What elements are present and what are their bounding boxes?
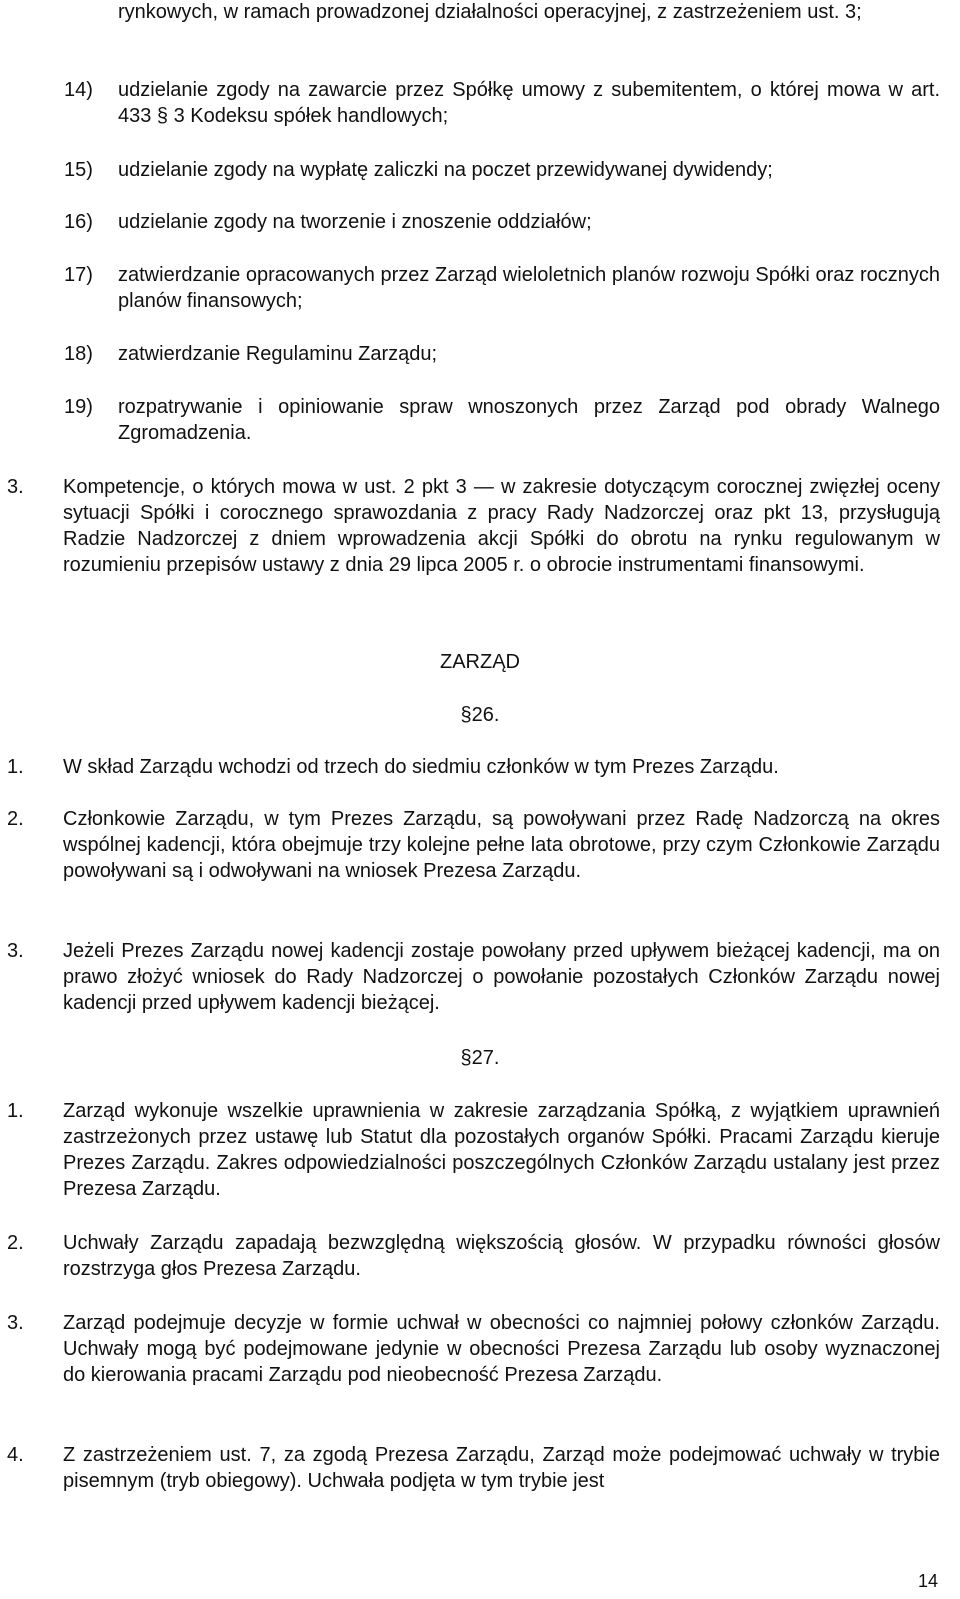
list-item-number: 19) <box>64 396 93 418</box>
page-number: 14 <box>917 1571 938 1591</box>
point-text: Kompetencje, o których mowa w ust. 2 pkt 3 — w zakresie dotyczącym corocznej zwięzłej oceny sytuacji Spółki i corocznego sprawozdania z pracy Rady Nadzorczej oraz pkt 13, przysługują Radzie Nadzorczej z dniem wprowadzenia akcji Spółki do obrotu na rynku regulowanym w rozumieniu przepisów ustawy z dnia 29 lipca 2005 r. o obrocie instrumentami finansowymi. <box>63 476 940 576</box>
paragraph-point <box>7 1310 940 1388</box>
point-text: Członkowie Zarządu, w tym Prezes Zarządu, są powoływani przez Radę Nadzorczą na okres wspólnej kadencji, która obejmuje trzy kolejne pełne lata obrotowe, przy czym Członkowie Zarządu powoływani są i odwoływani na wniosek Prezesa Zarządu. <box>63 808 940 882</box>
list-item-text: zatwierdzanie opracowanych przez Zarząd wieloletnich planów rozwoju Spółki oraz rocznych planów finansowych; <box>118 264 940 312</box>
list-item-text: udzielanie zgody na wypłatę zaliczki na poczet przewidywanej dywidendy; <box>118 159 773 181</box>
list-item-text: udzielanie zgody na zawarcie przez Spółkę umowy z subemitentem, o której mowa w art. 433 § 3 Kodeksu spółek handlowych; <box>118 79 940 127</box>
list-item-number: 14) <box>64 79 93 101</box>
list-item-text: zatwierdzanie Regulaminu Zarządu; <box>118 343 438 365</box>
list-item <box>64 77 940 129</box>
point-number: 3. <box>7 476 24 498</box>
point-text: Zarząd podejmuje decyzje w formie uchwał w obecności co najmniej połowy członków Zarządu. Uchwały mogą być podejmowane jedynie w obecności Prezesa Zarządu lub osoby wyznaczonej do kierowania pracami Zarządu pod nieobecność Prezesa Zarządu. <box>63 1312 940 1386</box>
point-number: 2. <box>7 1232 24 1254</box>
list-item <box>64 394 940 446</box>
section-title: ZARZĄD <box>440 651 520 673</box>
list-item <box>64 262 940 314</box>
point-text: Jeżeli Prezes Zarządu nowej kadencji zostaje powołany przed upływem bieżącej kadencji, ma on prawo złożyć wniosek do Rady Nadzorczej o powołanie pozostałych Członków Zarządu nowej kadencji przed upływem kadencji bieżącej. <box>63 940 940 1014</box>
paragraph-heading: §26. <box>460 704 500 726</box>
list-item-number: 15) <box>64 159 93 181</box>
list-item-number: 16) <box>64 211 93 233</box>
point-text: Z zastrzeżeniem ust. 7, za zgodą Prezesa Zarządu, Zarząd może podejmować uchwały w trybie pisemnym (tryb obiegowy). Uchwała podjęta w tym trybie jest <box>63 1444 940 1492</box>
paragraph-point <box>7 1098 940 1202</box>
paragraph-heading: §27. <box>460 1047 500 1069</box>
list-item-text: rozpatrywanie i opiniowanie spraw wnoszonych przez Zarząd pod obrady Walnego Zgromadzenia. <box>118 396 940 444</box>
point-text: Zarząd wykonuje wszelkie uprawnienia w zakresie zarządzania Spółką, z wyjątkiem uprawnień zastrzeżonych przez ustawę lub Statut dla pozostałych organów Spółki. Pracami Zarządu kieruje Prezes Zarządu. Zakres odpowiedzialności poszczególnych Członków Zarządu ustalany jest przez Prezesa Zarządu. <box>63 1100 940 1200</box>
point-number: 4. <box>7 1444 24 1466</box>
point-text: Uchwały Zarządu zapadają bezwzględną większością głosów. W przypadku równości głosów rozstrzyga głos Prezesa Zarządu. <box>63 1232 940 1280</box>
point-number: 2. <box>7 808 24 830</box>
paragraph-point <box>7 1230 940 1282</box>
paragraph-point <box>7 1442 940 1494</box>
continuation-text: rynkowych, w ramach prowadzonej działalności operacyjnej, z zastrzeżeniem ust. 3; <box>118 1 862 23</box>
point-text: W skład Zarządu wchodzi od trzech do siedmiu członków w tym Prezes Zarządu. <box>63 756 779 778</box>
paragraph-point <box>7 474 940 578</box>
point-number: 1. <box>7 756 24 778</box>
list-item <box>64 157 940 183</box>
point-number: 3. <box>7 1312 24 1334</box>
list-item-number: 17) <box>64 264 93 286</box>
paragraph-point <box>7 754 940 780</box>
paragraph-point <box>7 938 940 1016</box>
list-item <box>64 209 940 235</box>
point-number: 3. <box>7 940 24 962</box>
paragraph-point <box>7 806 940 884</box>
list-item-text: udzielanie zgody na tworzenie i znoszenie oddziałów; <box>118 211 592 233</box>
point-number: 1. <box>7 1100 24 1122</box>
list-item-number: 18) <box>64 343 93 365</box>
list-item <box>64 341 940 367</box>
